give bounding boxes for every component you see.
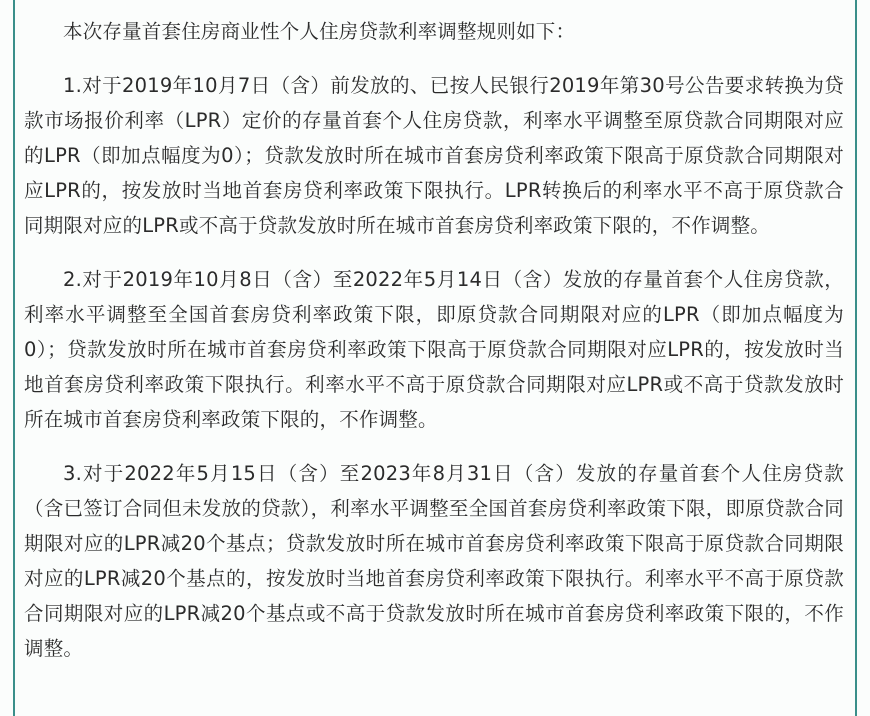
intro-text: 本次存量首套住房商业性个人住房贷款利率调整规则如下：	[63, 20, 576, 43]
rule-paragraph-2: 2.对于2019年10月8日（含）至2022年5月14日（含）发放的存量首套个人住房贷款，利率水平调整至全国首套房贷利率政策下限，即原贷款合同期限对应的LPR（即加点幅度为0）；贷款发放时所在城市首套房贷利率政策下限高于原贷款合同期限对应LPR的，按发放时当地首套房贷利率政策下限执行。利率水平不高于原贷款合同期限对应LPR或不高于贷款发放时所在城市首套房贷利率政策下限的，不作调整。	[24, 268, 844, 431]
left-border-line	[13, 0, 15, 716]
rule-paragraph-3: 3.对于2022年5月15日（含）至2023年8月31日（含）发放的存量首套个人住房贷款（含已签订合同但未发放的贷款），利率水平调整至全国首套房贷利率政策下限，即原贷款合同期限对应的LPR减20个基点；贷款发放时所在城市首套房贷利率政策下限高于原贷款合同期限对应的LPR减20个基点的，按发放时当地首套房贷利率政策下限执行。利率水平不高于原贷款合同期限对应的LPR减20个基点或不高于贷款发放时所在城市首套房贷利率政策下限的，不作调整。	[24, 462, 844, 660]
document-body	[24, 14, 844, 685]
right-border-line	[855, 0, 857, 716]
rule-paragraph-1: 1.对于2019年10月7日（含）前发放的、已按人民银行2019年第30号公告要求转换为贷款市场报价利率（LPR）定价的存量首套个人住房贷款，利率水平调整至原贷款合同期限对应的LPR（即加点幅度为0）；贷款发放时所在城市首套房贷利率政策下限高于原贷款合同期限对应LPR的，按发放时当地首套房贷利率政策下限执行。LPR转换后的利率水平不高于原贷款合同期限对应的LPR或不高于贷款发放时所在城市首套房贷利率政策下限的，不作调整。	[24, 74, 844, 237]
